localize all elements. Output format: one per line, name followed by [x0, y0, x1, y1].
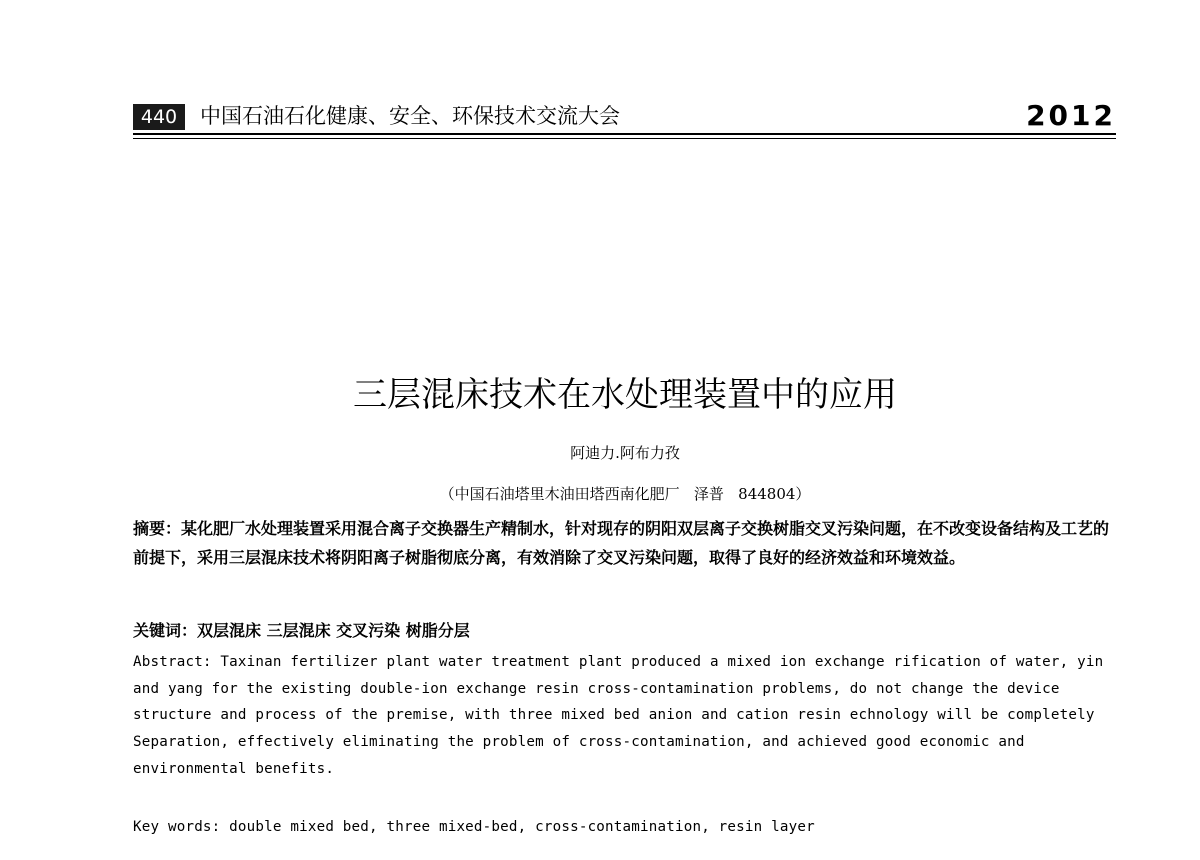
header-rule-thin	[133, 138, 1116, 139]
conference-year: 2012	[1026, 99, 1116, 132]
keywords-chinese: 关键词：双层混床 三层混床 交叉污染 树脂分层	[133, 621, 470, 640]
author-affiliation: （中国石油塔里木油田塔西南化肥厂 泽普 844804）	[439, 485, 811, 503]
paper-title: 三层混床技术在水处理装置中的应用	[353, 375, 897, 415]
page-header	[133, 100, 1116, 132]
abstract-english: Abstract: Taxinan fertilizer plant water treatment plant produced a mixed ion exchange rification of water, yin and yang for the existing double-ion exchange resin cross-contamination problems, do not change the device structure and process of the premise, with three mixed bed anion and cation resin echnology will be completely Separation, effectively eliminating the problem of cross-contamination, and achieved good economic and environmental benefits.	[133, 654, 1104, 777]
header-rule-thick	[133, 133, 1116, 135]
paper-author: 阿迪力.阿布力孜	[570, 444, 680, 462]
page-number: 440	[133, 104, 185, 130]
conference-name: 中国石油石化健康、安全、环保技术交流大会	[200, 104, 620, 128]
abstract-chinese: 摘要：某化肥厂水处理装置采用混合离子交换器生产精制水，针对现存的阴阳双层离子交换树脂交叉污染问题，在不改变设备结构及工艺的前提下，采用三层混床技术将阴阳离子树脂彻底分离，有效消除了交叉污染问题，取得了良好的经济效益和环境效益。	[133, 519, 1110, 567]
keywords-english: Key words: double mixed bed, three mixed-bed, cross-contamination, resin layer	[133, 819, 815, 835]
